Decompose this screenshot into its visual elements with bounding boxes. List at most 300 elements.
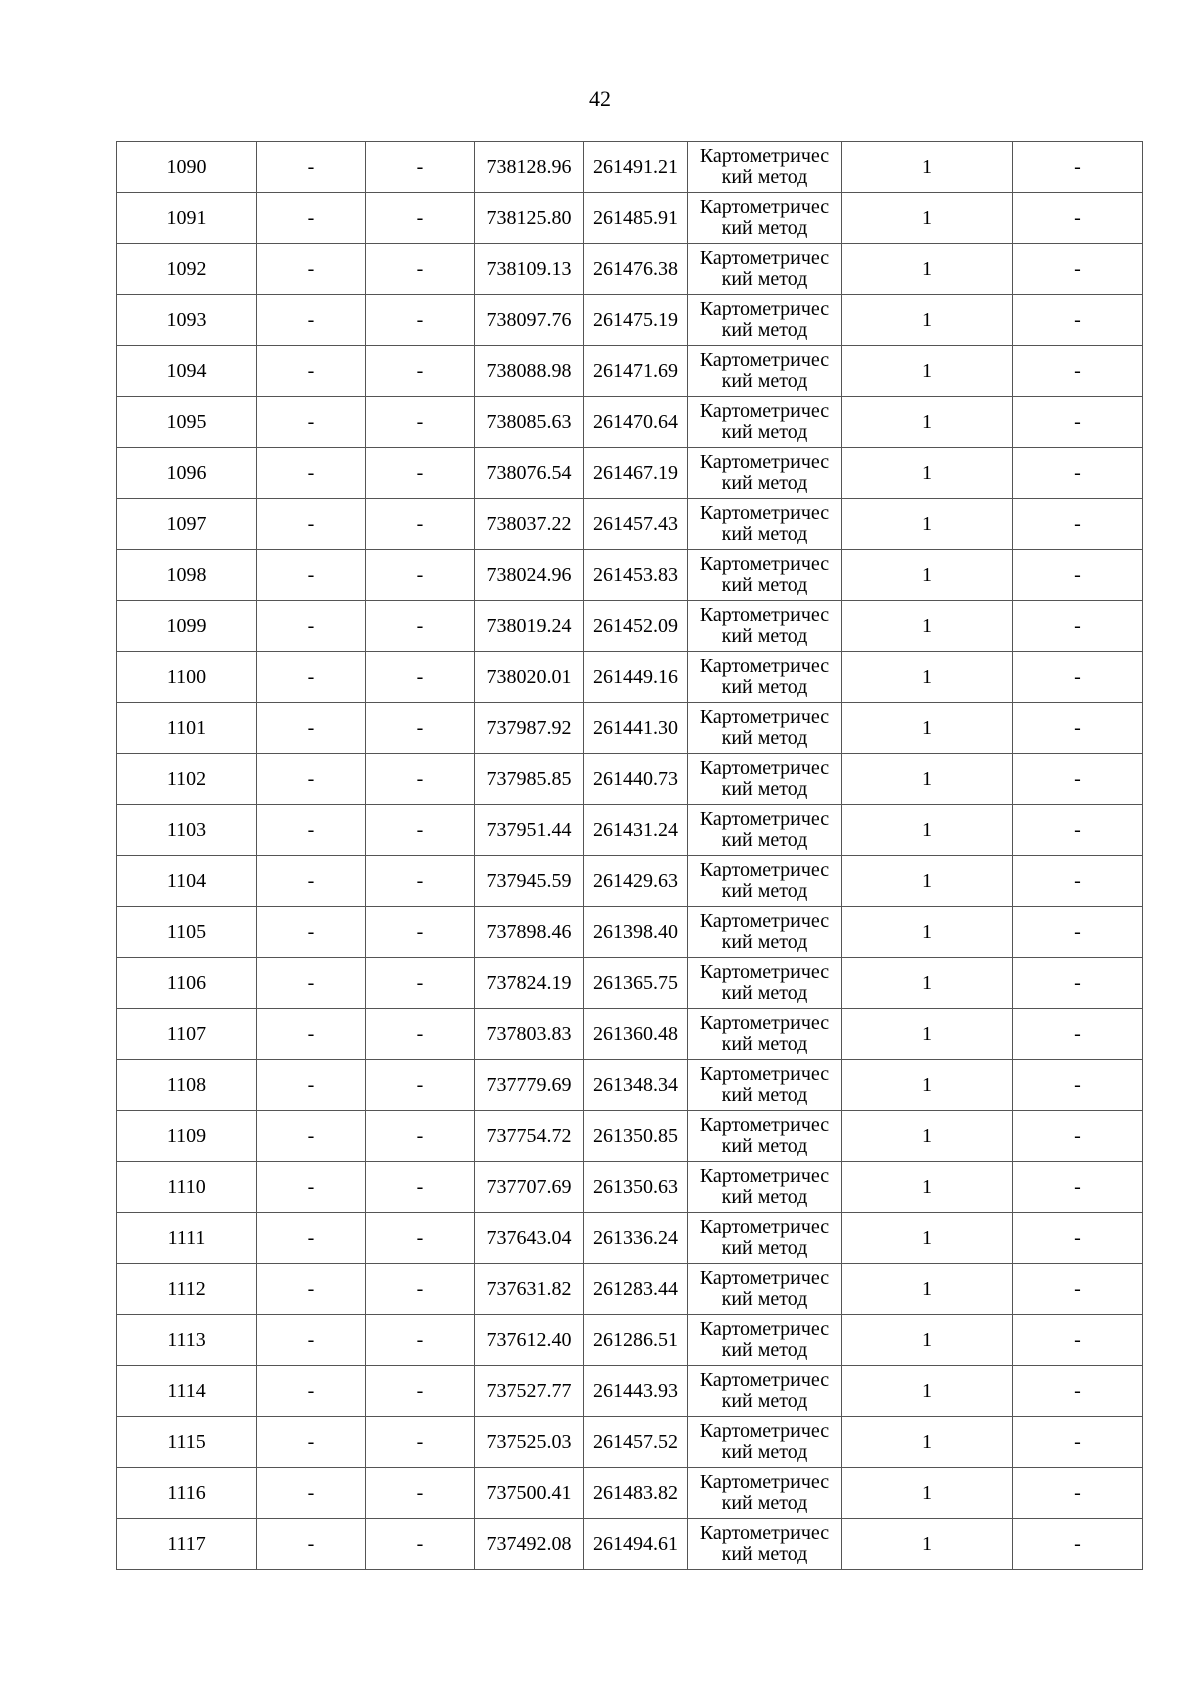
accuracy-cell: 1 bbox=[842, 856, 1013, 907]
accuracy-cell: 1 bbox=[842, 1468, 1013, 1519]
column-3-cell: - bbox=[366, 1366, 475, 1417]
column-3-cell: - bbox=[366, 1213, 475, 1264]
method-label-line-2: кий метод bbox=[721, 268, 808, 290]
x-coordinate-cell: 737779.69 bbox=[475, 1060, 584, 1111]
table-row bbox=[117, 652, 1143, 703]
accuracy-cell: 1 bbox=[842, 703, 1013, 754]
table-row bbox=[117, 1111, 1143, 1162]
table-row bbox=[117, 1009, 1143, 1060]
y-coordinate-cell: 261457.43 bbox=[584, 499, 688, 550]
method-label-line-2: кий метод bbox=[721, 1492, 808, 1514]
y-coordinate-cell: 261350.63 bbox=[584, 1162, 688, 1213]
column-3-cell: - bbox=[366, 601, 475, 652]
method-label-line-1: Картометричес bbox=[699, 196, 830, 218]
method-label-line-2: кий метод bbox=[721, 319, 808, 341]
column-2-cell: - bbox=[257, 703, 366, 754]
accuracy-cell: 1 bbox=[842, 1111, 1013, 1162]
column-8-cell: - bbox=[1013, 448, 1143, 499]
y-coordinate-cell: 261283.44 bbox=[584, 1264, 688, 1315]
point-number-cell: 1096 bbox=[117, 448, 257, 499]
method-label-line-1: Картометричес bbox=[699, 349, 830, 371]
method-label-line-2: кий метод bbox=[721, 982, 808, 1004]
accuracy-cell: 1 bbox=[842, 244, 1013, 295]
column-3-cell: - bbox=[366, 754, 475, 805]
point-number-cell: 1107 bbox=[117, 1009, 257, 1060]
y-coordinate-cell: 261476.38 bbox=[584, 244, 688, 295]
column-3-cell: - bbox=[366, 244, 475, 295]
method-label-line-2: кий метод bbox=[721, 421, 808, 443]
method-label-line-1: Картометричес bbox=[699, 859, 830, 881]
column-2-cell: - bbox=[257, 1264, 366, 1315]
table-row bbox=[117, 805, 1143, 856]
method-label-line-2: кий метод bbox=[721, 931, 808, 953]
accuracy-cell: 1 bbox=[842, 652, 1013, 703]
table-row bbox=[117, 397, 1143, 448]
column-8-cell: - bbox=[1013, 499, 1143, 550]
x-coordinate-cell: 737803.83 bbox=[475, 1009, 584, 1060]
method-label-line-2: кий метод bbox=[721, 625, 808, 647]
method-label-line-2: кий метод bbox=[721, 574, 808, 596]
column-2-cell: - bbox=[257, 907, 366, 958]
column-2-cell: - bbox=[257, 1162, 366, 1213]
method-label-line-2: кий метод bbox=[721, 1288, 808, 1310]
coordinates-table bbox=[116, 141, 1143, 1570]
method-label-line-2: кий метод bbox=[721, 1135, 808, 1157]
y-coordinate-cell: 261449.16 bbox=[584, 652, 688, 703]
method-cell bbox=[688, 346, 842, 397]
method-label-line-2: кий метод bbox=[721, 1237, 808, 1259]
table-row bbox=[117, 958, 1143, 1009]
point-number-cell: 1114 bbox=[117, 1366, 257, 1417]
method-label-line-2: кий метод bbox=[721, 1390, 808, 1412]
accuracy-cell: 1 bbox=[842, 295, 1013, 346]
x-coordinate-cell: 737525.03 bbox=[475, 1417, 584, 1468]
method-cell bbox=[688, 1213, 842, 1264]
column-8-cell: - bbox=[1013, 193, 1143, 244]
method-label-line-1: Картометричес bbox=[699, 1471, 830, 1493]
table-row bbox=[117, 448, 1143, 499]
column-8-cell: - bbox=[1013, 142, 1143, 193]
method-label-line-2: кий метод bbox=[721, 727, 808, 749]
column-3-cell: - bbox=[366, 805, 475, 856]
column-3-cell: - bbox=[366, 1264, 475, 1315]
y-coordinate-cell: 261453.83 bbox=[584, 550, 688, 601]
table-row bbox=[117, 295, 1143, 346]
method-cell bbox=[688, 1162, 842, 1213]
point-number-cell: 1106 bbox=[117, 958, 257, 1009]
point-number-cell: 1098 bbox=[117, 550, 257, 601]
accuracy-cell: 1 bbox=[842, 805, 1013, 856]
method-cell bbox=[688, 805, 842, 856]
column-2-cell: - bbox=[257, 958, 366, 1009]
point-number-cell: 1112 bbox=[117, 1264, 257, 1315]
table-body bbox=[117, 142, 1143, 1570]
method-cell bbox=[688, 907, 842, 958]
method-cell bbox=[688, 193, 842, 244]
x-coordinate-cell: 738020.01 bbox=[475, 652, 584, 703]
method-cell bbox=[688, 1519, 842, 1570]
method-label-line-1: Картометричес bbox=[699, 247, 830, 269]
method-label-line-1: Картометричес bbox=[699, 604, 830, 626]
accuracy-cell: 1 bbox=[842, 1060, 1013, 1111]
point-number-cell: 1091 bbox=[117, 193, 257, 244]
method-label-line-2: кий метод bbox=[721, 1441, 808, 1463]
x-coordinate-cell: 737631.82 bbox=[475, 1264, 584, 1315]
method-label-line-1: Картометричес bbox=[699, 553, 830, 575]
table-row bbox=[117, 703, 1143, 754]
y-coordinate-cell: 261286.51 bbox=[584, 1315, 688, 1366]
accuracy-cell: 1 bbox=[842, 754, 1013, 805]
column-3-cell: - bbox=[366, 448, 475, 499]
column-2-cell: - bbox=[257, 1366, 366, 1417]
column-8-cell: - bbox=[1013, 1213, 1143, 1264]
method-label-line-1: Картометричес bbox=[699, 1267, 830, 1289]
x-coordinate-cell: 737951.44 bbox=[475, 805, 584, 856]
method-label-line-1: Картометричес bbox=[699, 1318, 830, 1340]
y-coordinate-cell: 261440.73 bbox=[584, 754, 688, 805]
y-coordinate-cell: 261350.85 bbox=[584, 1111, 688, 1162]
column-2-cell: - bbox=[257, 1111, 366, 1162]
x-coordinate-cell: 737824.19 bbox=[475, 958, 584, 1009]
x-coordinate-cell: 738085.63 bbox=[475, 397, 584, 448]
method-label-line-2: кий метод bbox=[721, 778, 808, 800]
x-coordinate-cell: 738076.54 bbox=[475, 448, 584, 499]
column-3-cell: - bbox=[366, 1519, 475, 1570]
column-3-cell: - bbox=[366, 907, 475, 958]
column-2-cell: - bbox=[257, 142, 366, 193]
method-label-line-1: Картометричес bbox=[699, 1420, 830, 1442]
method-label-line-2: кий метод bbox=[721, 1339, 808, 1361]
column-3-cell: - bbox=[366, 652, 475, 703]
column-8-cell: - bbox=[1013, 550, 1143, 601]
column-8-cell: - bbox=[1013, 1315, 1143, 1366]
column-3-cell: - bbox=[366, 499, 475, 550]
point-number-cell: 1108 bbox=[117, 1060, 257, 1111]
accuracy-cell: 1 bbox=[842, 142, 1013, 193]
x-coordinate-cell: 737898.46 bbox=[475, 907, 584, 958]
x-coordinate-cell: 738024.96 bbox=[475, 550, 584, 601]
x-coordinate-cell: 737643.04 bbox=[475, 1213, 584, 1264]
method-cell bbox=[688, 550, 842, 601]
method-label-line-1: Картометричес bbox=[699, 910, 830, 932]
column-2-cell: - bbox=[257, 397, 366, 448]
method-label-line-2: кий метод bbox=[721, 880, 808, 902]
column-2-cell: - bbox=[257, 652, 366, 703]
column-2-cell: - bbox=[257, 1060, 366, 1111]
method-cell bbox=[688, 1060, 842, 1111]
y-coordinate-cell: 261429.63 bbox=[584, 856, 688, 907]
y-coordinate-cell: 261348.34 bbox=[584, 1060, 688, 1111]
column-8-cell: - bbox=[1013, 1468, 1143, 1519]
method-label-line-1: Картометричес bbox=[699, 1063, 830, 1085]
point-number-cell: 1092 bbox=[117, 244, 257, 295]
x-coordinate-cell: 737707.69 bbox=[475, 1162, 584, 1213]
column-8-cell: - bbox=[1013, 958, 1143, 1009]
point-number-cell: 1111 bbox=[117, 1213, 257, 1264]
method-cell bbox=[688, 958, 842, 1009]
column-8-cell: - bbox=[1013, 805, 1143, 856]
point-number-cell: 1104 bbox=[117, 856, 257, 907]
method-cell bbox=[688, 1468, 842, 1519]
column-8-cell: - bbox=[1013, 1417, 1143, 1468]
point-number-cell: 1095 bbox=[117, 397, 257, 448]
method-label-line-2: кий метод bbox=[721, 829, 808, 851]
table-row bbox=[117, 1162, 1143, 1213]
column-8-cell: - bbox=[1013, 1162, 1143, 1213]
table-row bbox=[117, 346, 1143, 397]
method-label-line-1: Картометричес bbox=[699, 451, 830, 473]
x-coordinate-cell: 737754.72 bbox=[475, 1111, 584, 1162]
y-coordinate-cell: 261491.21 bbox=[584, 142, 688, 193]
point-number-cell: 1101 bbox=[117, 703, 257, 754]
accuracy-cell: 1 bbox=[842, 1162, 1013, 1213]
column-8-cell: - bbox=[1013, 397, 1143, 448]
column-8-cell: - bbox=[1013, 703, 1143, 754]
x-coordinate-cell: 737945.59 bbox=[475, 856, 584, 907]
y-coordinate-cell: 261360.48 bbox=[584, 1009, 688, 1060]
point-number-cell: 1117 bbox=[117, 1519, 257, 1570]
y-coordinate-cell: 261467.19 bbox=[584, 448, 688, 499]
table-row bbox=[117, 1366, 1143, 1417]
table-row bbox=[117, 1519, 1143, 1570]
accuracy-cell: 1 bbox=[842, 958, 1013, 1009]
column-2-cell: - bbox=[257, 601, 366, 652]
y-coordinate-cell: 261457.52 bbox=[584, 1417, 688, 1468]
table-row bbox=[117, 1468, 1143, 1519]
column-3-cell: - bbox=[366, 295, 475, 346]
column-3-cell: - bbox=[366, 193, 475, 244]
y-coordinate-cell: 261475.19 bbox=[584, 295, 688, 346]
column-8-cell: - bbox=[1013, 1366, 1143, 1417]
accuracy-cell: 1 bbox=[842, 1417, 1013, 1468]
column-8-cell: - bbox=[1013, 1519, 1143, 1570]
point-number-cell: 1113 bbox=[117, 1315, 257, 1366]
column-8-cell: - bbox=[1013, 1111, 1143, 1162]
accuracy-cell: 1 bbox=[842, 1213, 1013, 1264]
point-number-cell: 1116 bbox=[117, 1468, 257, 1519]
table-row bbox=[117, 499, 1143, 550]
column-2-cell: - bbox=[257, 499, 366, 550]
table-row bbox=[117, 1264, 1143, 1315]
column-3-cell: - bbox=[366, 1315, 475, 1366]
column-3-cell: - bbox=[366, 1111, 475, 1162]
table-row bbox=[117, 754, 1143, 805]
x-coordinate-cell: 738128.96 bbox=[475, 142, 584, 193]
accuracy-cell: 1 bbox=[842, 907, 1013, 958]
column-3-cell: - bbox=[366, 1060, 475, 1111]
column-8-cell: - bbox=[1013, 652, 1143, 703]
method-cell bbox=[688, 142, 842, 193]
point-number-cell: 1093 bbox=[117, 295, 257, 346]
y-coordinate-cell: 261336.24 bbox=[584, 1213, 688, 1264]
table-row bbox=[117, 550, 1143, 601]
column-2-cell: - bbox=[257, 1519, 366, 1570]
accuracy-cell: 1 bbox=[842, 397, 1013, 448]
page-number: 42 bbox=[589, 86, 611, 111]
x-coordinate-cell: 737527.77 bbox=[475, 1366, 584, 1417]
point-number-cell: 1097 bbox=[117, 499, 257, 550]
column-8-cell: - bbox=[1013, 295, 1143, 346]
column-2-cell: - bbox=[257, 295, 366, 346]
column-8-cell: - bbox=[1013, 1264, 1143, 1315]
method-label-line-2: кий метод bbox=[721, 523, 808, 545]
x-coordinate-cell: 737492.08 bbox=[475, 1519, 584, 1570]
method-label-line-2: кий метод bbox=[721, 217, 808, 239]
x-coordinate-cell: 737500.41 bbox=[475, 1468, 584, 1519]
method-cell bbox=[688, 448, 842, 499]
method-label-line-1: Картометричес bbox=[699, 1522, 830, 1544]
method-cell bbox=[688, 1366, 842, 1417]
table-row bbox=[117, 1315, 1143, 1366]
column-8-cell: - bbox=[1013, 1060, 1143, 1111]
accuracy-cell: 1 bbox=[842, 1366, 1013, 1417]
y-coordinate-cell: 261443.93 bbox=[584, 1366, 688, 1417]
method-cell bbox=[688, 397, 842, 448]
y-coordinate-cell: 261398.40 bbox=[584, 907, 688, 958]
column-8-cell: - bbox=[1013, 244, 1143, 295]
method-cell bbox=[688, 1417, 842, 1468]
y-coordinate-cell: 261494.61 bbox=[584, 1519, 688, 1570]
accuracy-cell: 1 bbox=[842, 1315, 1013, 1366]
column-2-cell: - bbox=[257, 1315, 366, 1366]
y-coordinate-cell: 261452.09 bbox=[584, 601, 688, 652]
table-row bbox=[117, 244, 1143, 295]
point-number-cell: 1094 bbox=[117, 346, 257, 397]
table-row bbox=[117, 1060, 1143, 1111]
table-row bbox=[117, 856, 1143, 907]
column-2-cell: - bbox=[257, 244, 366, 295]
column-8-cell: - bbox=[1013, 1009, 1143, 1060]
column-8-cell: - bbox=[1013, 754, 1143, 805]
method-label-line-2: кий метод bbox=[721, 1186, 808, 1208]
method-label-line-2: кий метод bbox=[721, 1543, 808, 1565]
column-2-cell: - bbox=[257, 1009, 366, 1060]
x-coordinate-cell: 738088.98 bbox=[475, 346, 584, 397]
point-number-cell: 1102 bbox=[117, 754, 257, 805]
method-label-line-1: Картометричес bbox=[699, 1114, 830, 1136]
y-coordinate-cell: 261365.75 bbox=[584, 958, 688, 1009]
point-number-cell: 1115 bbox=[117, 1417, 257, 1468]
column-2-cell: - bbox=[257, 754, 366, 805]
column-3-cell: - bbox=[366, 142, 475, 193]
method-label-line-1: Картометричес bbox=[699, 400, 830, 422]
method-label-line-1: Картометричес bbox=[699, 1165, 830, 1187]
point-number-cell: 1103 bbox=[117, 805, 257, 856]
y-coordinate-cell: 261431.24 bbox=[584, 805, 688, 856]
method-label-line-1: Картометричес bbox=[699, 706, 830, 728]
accuracy-cell: 1 bbox=[842, 1009, 1013, 1060]
method-label-line-1: Картометричес bbox=[699, 808, 830, 830]
accuracy-cell: 1 bbox=[842, 346, 1013, 397]
y-coordinate-cell: 261441.30 bbox=[584, 703, 688, 754]
x-coordinate-cell: 737612.40 bbox=[475, 1315, 584, 1366]
accuracy-cell: 1 bbox=[842, 499, 1013, 550]
x-coordinate-cell: 738019.24 bbox=[475, 601, 584, 652]
method-label-line-1: Картометричес bbox=[699, 961, 830, 983]
x-coordinate-cell: 738125.80 bbox=[475, 193, 584, 244]
column-8-cell: - bbox=[1013, 856, 1143, 907]
column-8-cell: - bbox=[1013, 601, 1143, 652]
column-2-cell: - bbox=[257, 1213, 366, 1264]
method-cell bbox=[688, 1264, 842, 1315]
column-3-cell: - bbox=[366, 1162, 475, 1213]
column-3-cell: - bbox=[366, 1468, 475, 1519]
method-cell bbox=[688, 499, 842, 550]
column-3-cell: - bbox=[366, 703, 475, 754]
point-number-cell: 1105 bbox=[117, 907, 257, 958]
column-2-cell: - bbox=[257, 856, 366, 907]
column-3-cell: - bbox=[366, 346, 475, 397]
column-8-cell: - bbox=[1013, 907, 1143, 958]
column-2-cell: - bbox=[257, 805, 366, 856]
accuracy-cell: 1 bbox=[842, 550, 1013, 601]
method-cell bbox=[688, 856, 842, 907]
method-cell bbox=[688, 295, 842, 346]
column-2-cell: - bbox=[257, 346, 366, 397]
x-coordinate-cell: 737985.85 bbox=[475, 754, 584, 805]
table-row bbox=[117, 1417, 1143, 1468]
point-number-cell: 1110 bbox=[117, 1162, 257, 1213]
method-label-line-1: Картометричес bbox=[699, 502, 830, 524]
method-cell bbox=[688, 1009, 842, 1060]
accuracy-cell: 1 bbox=[842, 448, 1013, 499]
table-row bbox=[117, 1213, 1143, 1264]
method-cell bbox=[688, 601, 842, 652]
column-3-cell: - bbox=[366, 958, 475, 1009]
method-label-line-2: кий метод bbox=[721, 676, 808, 698]
accuracy-cell: 1 bbox=[842, 1519, 1013, 1570]
method-label-line-1: Картометричес bbox=[699, 1216, 830, 1238]
column-3-cell: - bbox=[366, 1417, 475, 1468]
x-coordinate-cell: 738109.13 bbox=[475, 244, 584, 295]
accuracy-cell: 1 bbox=[842, 1264, 1013, 1315]
method-label-line-2: кий метод bbox=[721, 370, 808, 392]
method-cell bbox=[688, 1111, 842, 1162]
x-coordinate-cell: 737987.92 bbox=[475, 703, 584, 754]
x-coordinate-cell: 738097.76 bbox=[475, 295, 584, 346]
point-number-cell: 1090 bbox=[117, 142, 257, 193]
method-label-line-1: Картометричес bbox=[699, 1012, 830, 1034]
y-coordinate-cell: 261483.82 bbox=[584, 1468, 688, 1519]
x-coordinate-cell: 738037.22 bbox=[475, 499, 584, 550]
column-3-cell: - bbox=[366, 1009, 475, 1060]
method-label-line-2: кий метод bbox=[721, 1084, 808, 1106]
y-coordinate-cell: 261485.91 bbox=[584, 193, 688, 244]
column-8-cell: - bbox=[1013, 346, 1143, 397]
method-cell bbox=[688, 703, 842, 754]
column-3-cell: - bbox=[366, 856, 475, 907]
point-number-cell: 1099 bbox=[117, 601, 257, 652]
method-cell bbox=[688, 754, 842, 805]
column-3-cell: - bbox=[366, 550, 475, 601]
point-number-cell: 1109 bbox=[117, 1111, 257, 1162]
method-cell bbox=[688, 652, 842, 703]
y-coordinate-cell: 261470.64 bbox=[584, 397, 688, 448]
accuracy-cell: 1 bbox=[842, 193, 1013, 244]
method-label-line-1: Картометричес bbox=[699, 298, 830, 320]
column-2-cell: - bbox=[257, 1417, 366, 1468]
point-number-cell: 1100 bbox=[117, 652, 257, 703]
method-label-line-2: кий метод bbox=[721, 166, 808, 188]
column-3-cell: - bbox=[366, 397, 475, 448]
method-cell bbox=[688, 1315, 842, 1366]
column-2-cell: - bbox=[257, 448, 366, 499]
method-label-line-2: кий метод bbox=[721, 1033, 808, 1055]
column-2-cell: - bbox=[257, 550, 366, 601]
method-label-line-1: Картометричес bbox=[699, 757, 830, 779]
column-2-cell: - bbox=[257, 193, 366, 244]
method-label-line-2: кий метод bbox=[721, 472, 808, 494]
